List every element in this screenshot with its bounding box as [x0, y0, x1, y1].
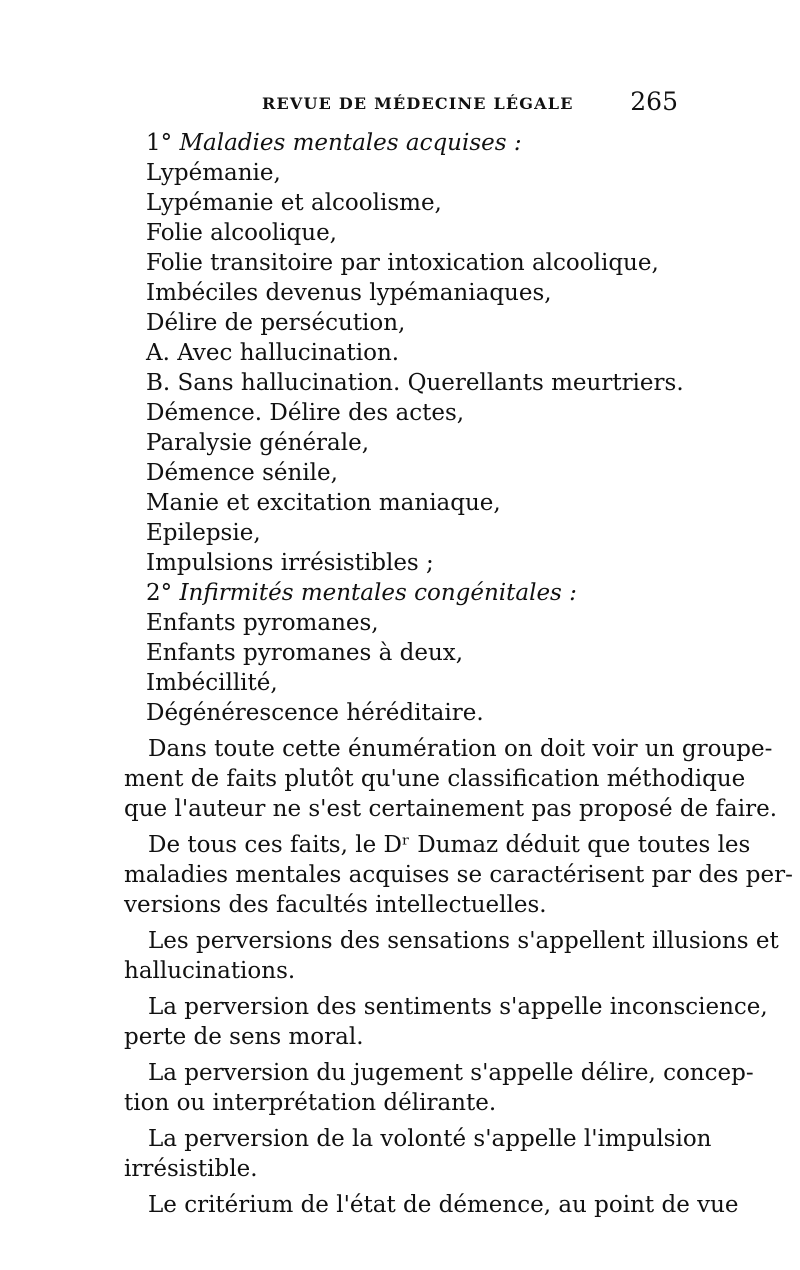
list-item: Lypémanie,	[146, 160, 281, 186]
paragraph-line: Le critérium de l'état de démence, au point de vue	[148, 1192, 739, 1218]
section-number-2: 2°	[146, 580, 173, 606]
list-item: Enfants pyromanes à deux,	[146, 640, 464, 666]
paragraph	[124, 1190, 739, 1220]
list-item: Lypémanie et alcoolisme,	[146, 190, 442, 216]
paragraph-line: La perversion de la volonté s'appelle l'impulsion	[148, 1126, 712, 1152]
paragraph	[124, 734, 778, 824]
paragraph-line: Dans toute cette énumération on doit voir un groupe-	[148, 736, 773, 762]
paragraph-line: Les perversions des sensations s'appellent illusions et	[148, 928, 779, 954]
paragraph	[124, 992, 768, 1052]
list-item: Folie alcoolique,	[146, 220, 337, 246]
paragraph-line: hallucinations.	[124, 958, 296, 984]
section-title-1: Maladies mentales acquises :	[179, 130, 522, 156]
list-item: Folie transitoire par intoxication alcoolique,	[146, 250, 659, 276]
paragraph-line: ment de faits plutôt qu'une classification méthodique	[124, 766, 746, 792]
paragraph-line: que l'auteur ne s'est certainement pas proposé de faire.	[124, 796, 778, 822]
running-head: REVUE DE MÉDECINE LÉGALE	[262, 94, 574, 113]
list-item: Dégénérescence héréditaire.	[146, 700, 484, 726]
paragraph-line: irrésistible.	[124, 1156, 258, 1182]
paragraph	[124, 1124, 712, 1184]
section-number-1: 1°	[146, 130, 173, 156]
list-item: Démence sénile,	[146, 460, 338, 486]
page-number: 265	[630, 87, 678, 116]
list-item: Impulsions irrésistibles ;	[146, 550, 434, 576]
paragraph-line: maladies mentales acquises se caractérisent par des per-	[124, 862, 793, 888]
list-item: Epilepsie,	[146, 520, 261, 546]
paragraph	[124, 1058, 754, 1118]
section-title-2: Infirmités mentales congénitales :	[179, 580, 577, 606]
section-heading-1	[146, 128, 682, 158]
list-item: Délire de persécution,	[146, 310, 406, 336]
paragraph	[124, 830, 793, 920]
paragraph-line: versions des facultés intellectuelles.	[124, 892, 547, 918]
list-item: Imbéciles devenus lypémaniaques,	[146, 280, 552, 306]
list-item: Paralysie générale,	[146, 430, 370, 456]
paragraph-line: La perversion des sentiments s'appelle inconscience,	[148, 994, 768, 1020]
paragraph	[124, 926, 779, 986]
page-header	[262, 87, 678, 122]
paragraph-line: De tous ces faits, le Dʳ Dumaz déduit que toutes les	[148, 832, 751, 858]
list-item: Imbécillité,	[146, 670, 278, 696]
main-text	[124, 128, 793, 1220]
section-heading-2	[146, 578, 682, 608]
list-item: Enfants pyromanes,	[146, 610, 379, 636]
paragraph-line: tion ou interprétation délirante.	[124, 1090, 497, 1116]
list-item: Manie et excitation maniaque,	[146, 490, 501, 516]
paragraph-line: La perversion du jugement s'appelle délire, concep-	[148, 1060, 754, 1086]
list-item: A. Avec hallucination.	[146, 340, 400, 366]
list-item: B. Sans hallucination. Querellants meurtriers.	[146, 370, 684, 396]
paragraph-line: perte de sens moral.	[124, 1024, 364, 1050]
list-item: Démence. Délire des actes,	[146, 400, 465, 426]
